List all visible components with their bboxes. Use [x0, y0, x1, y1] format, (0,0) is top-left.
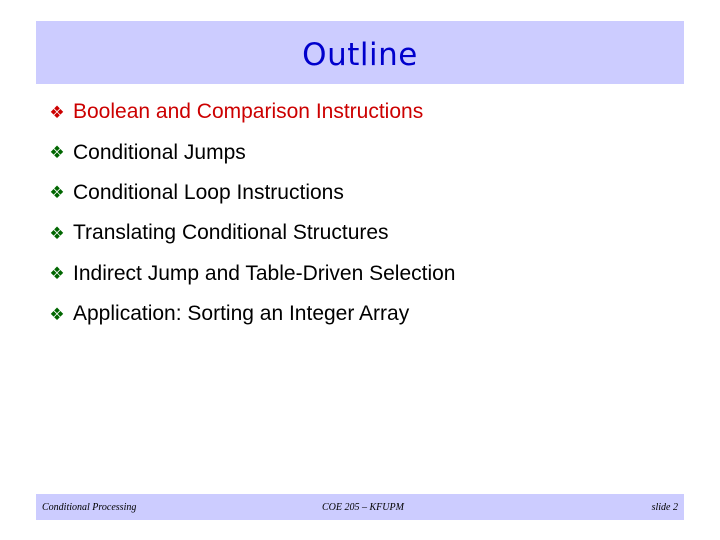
outline-item: [48, 132, 688, 172]
diamond-bullet-icon: ❖: [49, 264, 65, 284]
outline-item-text: Boolean and Comparison Instructions: [73, 100, 424, 124]
diamond-bullet-icon: ❖: [49, 183, 65, 203]
title-band: [36, 21, 684, 84]
footer-topic-text: Conditional Processing: [42, 501, 137, 513]
footer-slide-number-text: slide 2: [651, 501, 678, 513]
diamond-bullet-icon: ❖: [49, 304, 65, 324]
outline-item: [48, 213, 688, 253]
slide-title: Outline: [302, 36, 418, 73]
footer-topic: [36, 494, 254, 520]
outline-list: [48, 92, 688, 334]
outline-item: [48, 92, 688, 132]
outline-item: [48, 254, 688, 294]
outline-item: [48, 173, 688, 213]
footer-course: [254, 494, 472, 520]
diamond-bullet-icon: ❖: [49, 143, 65, 163]
diamond-bullet-icon: ❖: [49, 223, 65, 243]
outline-item-text: Conditional Loop Instructions: [73, 180, 344, 204]
outline-item-text: Conditional Jumps: [73, 140, 246, 164]
outline-item: [48, 294, 688, 334]
outline-item-text: Application: Sorting an Integer Array: [73, 302, 410, 326]
outline-item-text: Indirect Jump and Table-Driven Selection: [73, 261, 456, 285]
diamond-bullet-icon: ❖: [49, 102, 65, 122]
footer-course-text: COE 205 – KFUPM: [322, 501, 404, 513]
outline-item-text: Translating Conditional Structures: [73, 221, 389, 245]
footer-slide-number: [472, 494, 684, 520]
